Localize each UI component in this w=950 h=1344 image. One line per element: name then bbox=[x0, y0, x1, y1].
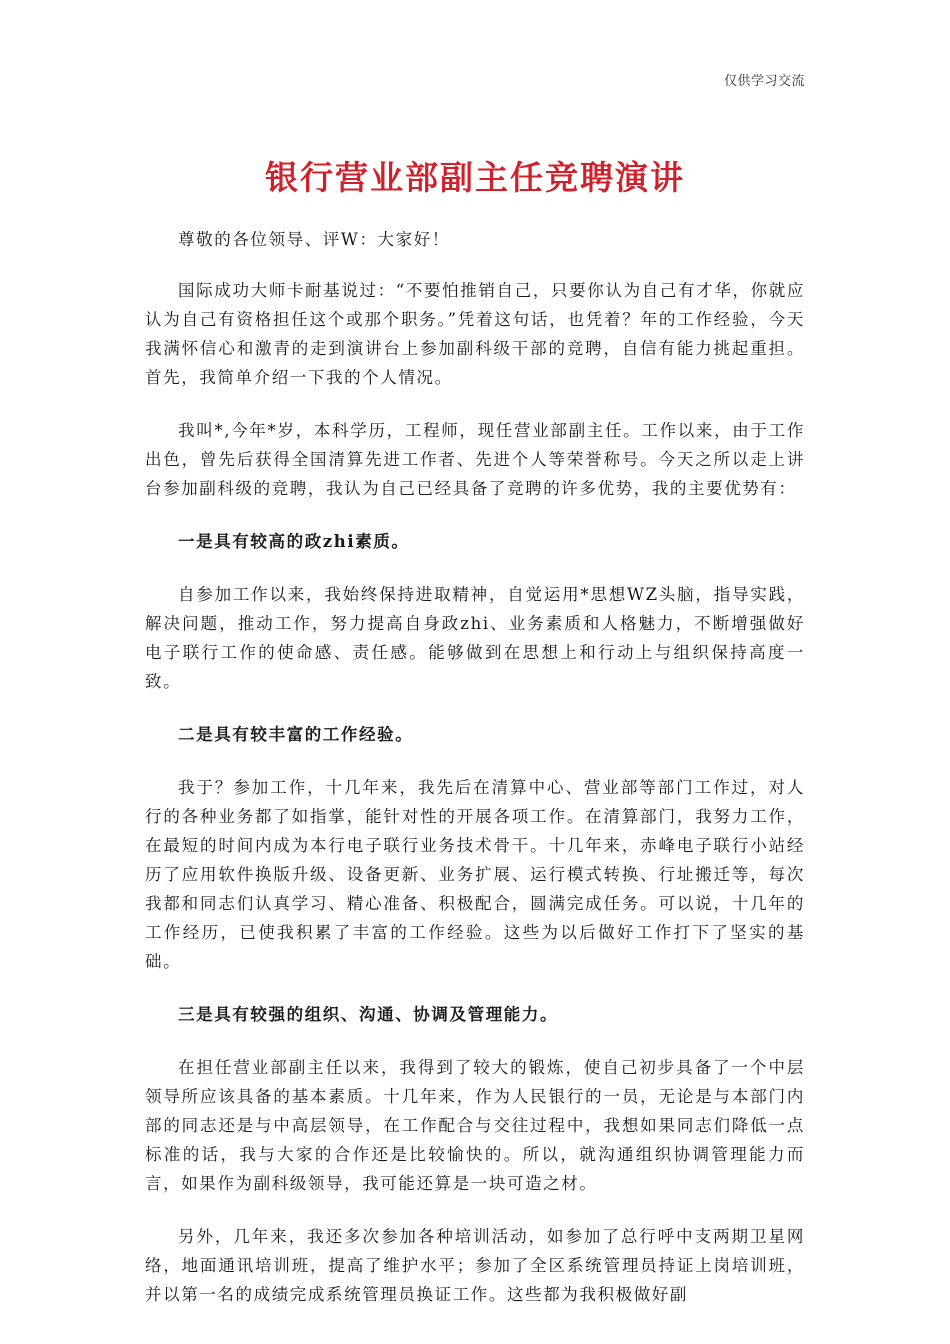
section-text-political-quality: 自参加工作以来，我始终保持进取精神，自觉运用*思想WZ头脑，指导实践，解决问题，推动工作，努力提高自身政zhi、业务素质和人格魅力，不断增强做好电子联行工作的使命感、责任感。能够做到在思想上和行动上与组织保持高度一致。 bbox=[145, 585, 805, 691]
self-introduction-paragraph: 我叫*,今年*岁，本科学历，工程师，现任营业部副主任。工作以来，由于工作出色，曾先后获得全国清算先进工作者、先进个人等荣誉称号。今天之所以走上讲台参加副科级的竞聘，我认为自己已经具备了竞聘的许多优势，我的主要优势有： bbox=[145, 421, 805, 498]
intro-paragraph: 国际成功大师卡耐基说过：“不要怕推销自己，只要你认为自己有才华，你就应认为自己有资格担任这个或那个职务。”凭着这句话，也凭着？年的工作经验，今天我满怀信心和激青的走到演讲台上参加副科级干部的竞聘，自信有能力挑起重担。首先，我简单介绍一下我的个人情况。 bbox=[145, 281, 805, 387]
document-title: 银行营业部副主任竞聘演讲 bbox=[265, 158, 685, 197]
section-text-work-experience: 我于？参加工作，十几年来，我先后在清算中心、营业部等部门工作过，对人行的各种业务都了如指掌，能针对性的开展各项工作。在清算部门，我努力工作，在最短的时间内成为本行电子联行业务技术骨干。十几年来，赤峰电子联行小站经历了应用软件换版升级、设备更新、业务扩展、运行模式转换、行址搬迁等，每次我都和同志们认真学习、精心准备、积极配合，圆满完成任务。可以说，十几年的工作经历，已使我积累了丰富的工作经验。这些为以后做好工作打下了坚实的基础。 bbox=[145, 778, 805, 971]
section-heading-work-experience: 二是具有较丰富的工作经验。 bbox=[178, 725, 414, 744]
closing-paragraph: 另外，几年来，我还多次参加各种培训活动，如参加了总行呼中支两期卫星网络，地面通讯培训班，提高了维护水平；参加了全区系统管理员持证上岗培训班，并以第一名的成绩完成系统管理员换证工作。这些都为我积极做好副 bbox=[145, 1227, 805, 1304]
section-heading-political-quality: 一是具有较高的政zhi素质。 bbox=[178, 532, 410, 551]
greeting-paragraph: 尊敬的各位领导、评W：大家好！ bbox=[178, 230, 450, 249]
section-text-management-ability: 在担任营业部副主任以来，我得到了较大的锻炼，使自己初步具备了一个中层领导所应该具备的基本素质。十几年来，作为人民银行的一员，无论是与本部门内部的同志还是与中高层领导，在工作配合与交往过程中，我想如果同志们降低一点标准的话，我与大家的合作还是比较愉快的。所以，就沟通组织协调管理能力而言，如果作为副科级领导，我可能还算是一块可造之材。 bbox=[145, 1058, 805, 1193]
section-heading-management-ability: 三是具有较强的组织、沟通、协调及管理能力。 bbox=[178, 1005, 559, 1024]
document-body bbox=[145, 225, 805, 1333]
header-note: 仅供学习交流 bbox=[723, 74, 805, 89]
